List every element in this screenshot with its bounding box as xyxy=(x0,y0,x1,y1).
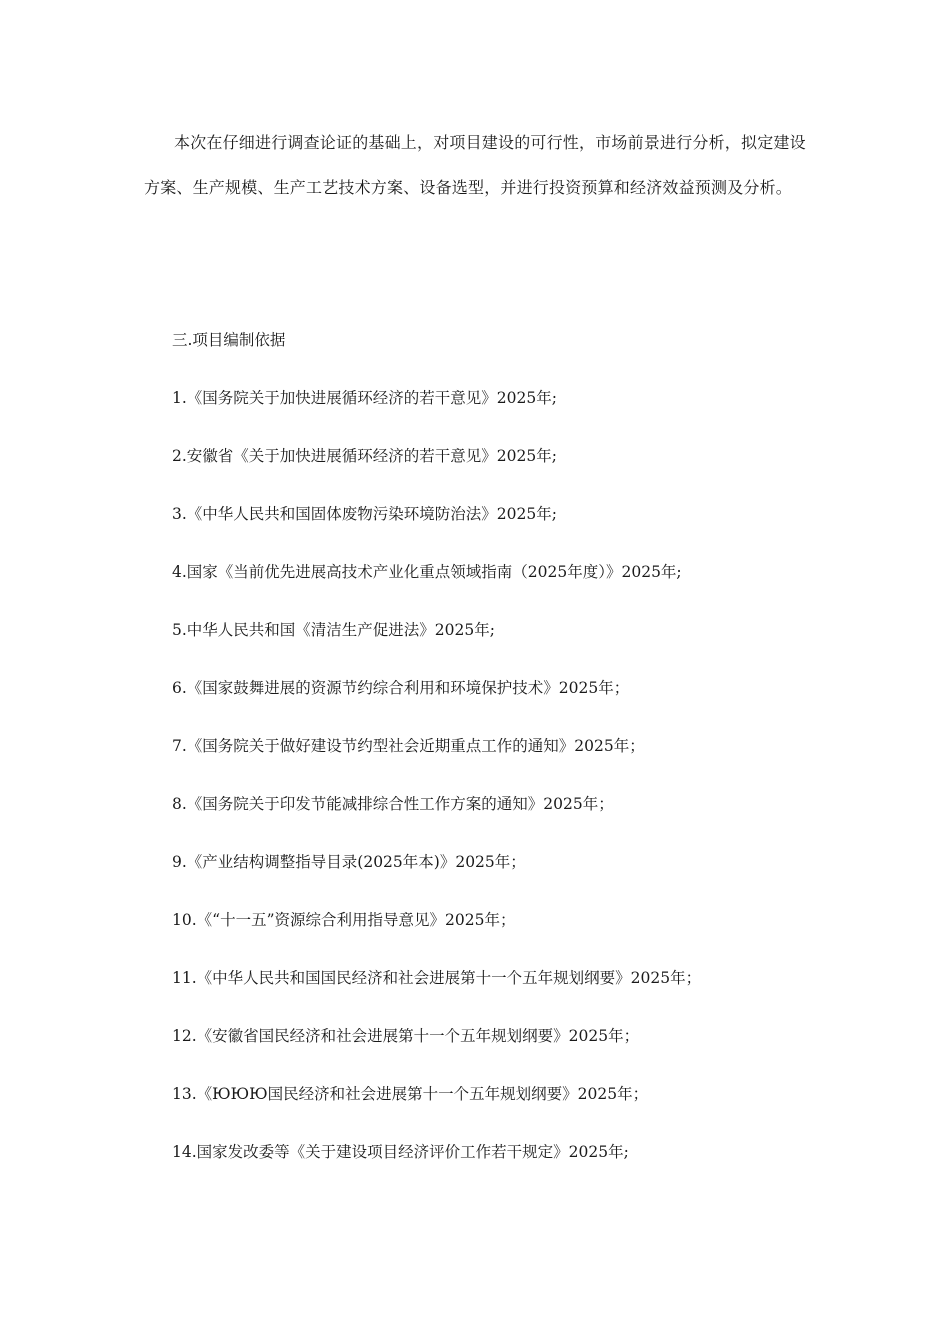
list-item: 5.中华人民共和国《清洁生产促进法》2025年; xyxy=(172,621,495,639)
list-item: 7.《国务院关于做好建设节约型社会近期重点工作的通知》2025年； xyxy=(172,737,645,755)
list-item: 1.《国务院关于加快进展循环经济的若干意见》2025年; xyxy=(172,389,557,407)
basis-list xyxy=(172,386,701,1198)
intro-paragraph: 本次在仔细进行调查论证的基础上，对项目建设的可行性，市场前景进行分析，拟定建设方案、生产规模、生产工艺技术方案、设备选型，并进行投资预算和经济效益预测及分析。 xyxy=(144,133,806,197)
section-heading: 三.项目编制依据 xyxy=(172,331,286,349)
list-item: 10.《“十一五”资源综合利用指导意见》2025年； xyxy=(172,911,516,929)
list-item: 3.《中华人民共和国固体废物污染环境防治法》2025年; xyxy=(172,505,557,523)
list-item: 6.《国家鼓舞进展的资源节约综合利用和环境保护技术》2025年； xyxy=(172,679,630,697)
list-item: 12.《安徽省国民经济和社会进展第十一个五年规划纲要》2025年； xyxy=(172,1027,640,1045)
list-item: 11.《中华人民共和国国民经济和社会进展第十一个五年规划纲要》2025年； xyxy=(172,969,702,987)
list-item: 14.国家发改委等《关于建设项目经济评价工作若干规定》2025年; xyxy=(172,1143,629,1161)
list-item: 9.《产业结构调整指导目录(2025年本)》2025年； xyxy=(172,853,526,871)
list-item: 8.《国务院关于印发节能减排综合性工作方案的通知》2025年； xyxy=(172,795,614,813)
list-item: 13.《ЮЮЮ国民经济和社会进展第十一个五年规划纲要》2025年； xyxy=(172,1085,649,1103)
list-item: 4.国家《当前优先进展高技术产业化重点领域指南（2025年度）》2025年; xyxy=(172,563,682,581)
list-item: 2.安徽省《关于加快进展循环经济的若干意见》2025年; xyxy=(172,447,557,465)
